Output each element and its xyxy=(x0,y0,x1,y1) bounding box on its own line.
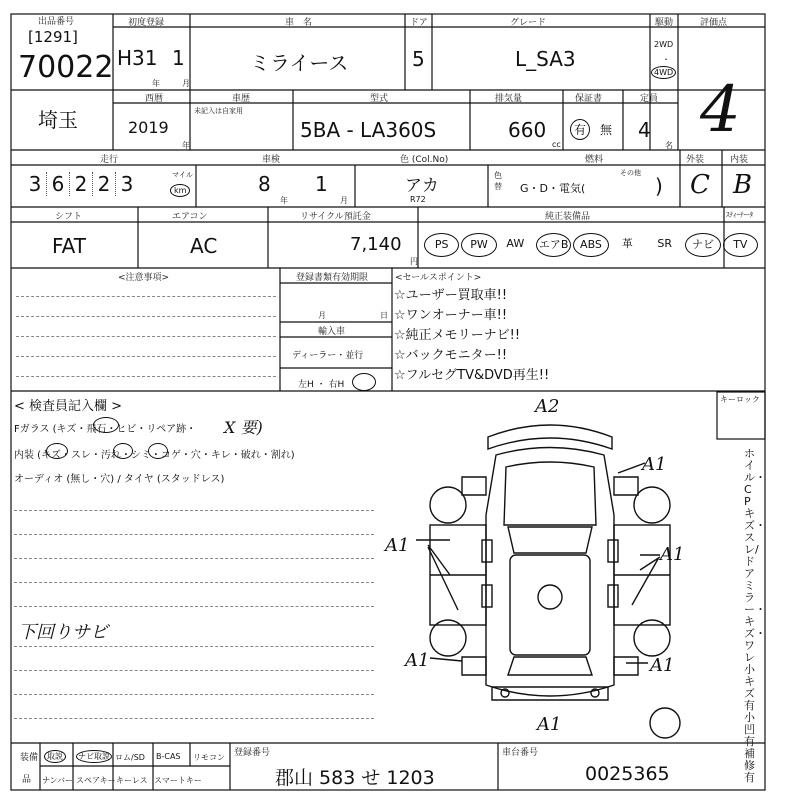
first-reg-month-unit: 月 xyxy=(182,79,190,88)
plate-value: 郡山 583 せ 1203 xyxy=(275,767,435,789)
displacement-value: 660 xyxy=(508,118,547,142)
first-reg-label: 初度登録 xyxy=(128,18,165,28)
tv-label: ｽﾃｨｰﾃｰ-ﾀ xyxy=(726,211,754,219)
first-reg-era-year: H31 xyxy=(117,46,158,70)
history-label: 車歴 xyxy=(232,94,251,104)
handle-right-circle xyxy=(352,373,376,391)
damage-mark: A1 xyxy=(385,535,410,556)
footer-label-1: 装備 xyxy=(20,753,39,763)
color-label: 色 (Col.No) xyxy=(400,155,449,165)
caution-label: <注意事項> xyxy=(118,273,170,283)
warranty-label: 保証書 xyxy=(575,94,603,104)
equipment-list xyxy=(424,233,760,259)
dealer-label: ディーラー・並行 xyxy=(292,351,364,361)
inspector-line-2: 内装 (キズ・スレ・汚れ・シミ・コゲ・穴・キレ・破れ・割れ) xyxy=(14,450,295,461)
mileage-unit-km: km xyxy=(170,184,190,197)
car-name: ミライース xyxy=(250,51,349,75)
handwritten-note: 下回りサビ xyxy=(18,622,108,643)
color-value: アカ xyxy=(405,176,439,196)
fuel-close: ) xyxy=(655,174,663,198)
key-lock-label: キーロック xyxy=(720,395,760,404)
equipment-item: 革 xyxy=(621,237,633,250)
sales-point: ☆純正メモリーナビ!! xyxy=(394,328,521,343)
plate-label: 登録番号 xyxy=(234,748,271,758)
equipment-item: SR xyxy=(657,237,672,250)
footer-item: ナンバー xyxy=(42,776,74,785)
auction-sheet: 出品番号 [1291] 70022 初度登録 H31 1 年 月 車 名 ミライース ドア 5 グレード L_SA3 駆動 2WD ・ 4WD 評価点 4 埼玉 西暦 2019 年 車歴 未記入は自家用 型式 5BA - LA360S 排気量 660 cc 保証書 有 無 定員 4 名 走行 車検 色 (Col.No) 燃料 外装 内装 3 6 2 2 3 マイル km 8 年 1 月 アカ R72 色替 G・D・電気( その他 ) C B シフト エアコン リサイクル預託金 純正装備品 ｽﾃｨｰﾃｰ-ﾀ FAT AC 7,140 円 PS PW AW エアB ABS 革 SR ナビ TV <注意事項> 登録書類有効期限 月 日 輸入車 ディーラー・並行 左H ・ 右H <セールスポイント> ☆ユーザー買取車!! ☆ワンオーナー車!! ☆純正メモリーナビ!! ☆バックモニター!! ☆フルセグTV&DVD再生!! < 検査員記入欄 > Fガラス (キズ・飛石・ヒビ・リペア跡・ X 要) 内装 (キズ・スレ・汚れ・シミ・コゲ・穴・キレ・破れ・割れ) オーディオ (無し・穴) / タイヤ (スタッドレス) 下回りサビ キーロック ホイル・CPキズ・スレ/ドアミラー・キズ・ワレ 小キズ有 小凹有 補修有 A2 A1 A1 A1 A1 A1 A1 装備 品 取説 ナビ取説 ロム/SD B-CAS リモコン ナンバー スペアキー キーレス スマートキー 登録番号 郡山 583 せ 1203 車台番号 0025365 xyxy=(0,0,800,800)
footer-item: スペアキー xyxy=(76,776,116,785)
mileage-digit: 6 xyxy=(47,172,70,196)
grade-value: L_SA3 xyxy=(515,47,576,71)
inspector-line-3: オーディオ (無し・穴) / タイヤ (スタッドレス) xyxy=(14,474,225,485)
reg-month: 月 xyxy=(318,311,326,320)
history-note: 未記入は自家用 xyxy=(194,107,243,115)
doors-value: 5 xyxy=(412,47,425,71)
sales-point: ☆フルセグTV&DVD再生!! xyxy=(394,368,550,383)
warranty-no: 無 xyxy=(600,123,613,137)
fuel-label: 燃料 xyxy=(585,155,604,165)
damage-mark: A1 xyxy=(537,714,562,735)
mileage-digit: 2 xyxy=(93,172,116,196)
doors-label: ドア xyxy=(410,18,428,28)
footer-item: B-CAS xyxy=(156,752,181,761)
footer-item: キーレス xyxy=(116,776,148,785)
capacity-value: 4 xyxy=(638,118,651,142)
footer-item: リモコン xyxy=(193,753,225,762)
sales-point: ☆バックモニター!! xyxy=(394,348,508,363)
side-note: ホイル・CPキズ・スレ/ドアミラー・キズ・ワレ 小キズ有 小凹有 補修有 xyxy=(744,447,766,784)
lot-number: 70022 xyxy=(18,50,114,85)
inspector-title: < 検査員記入欄 > xyxy=(14,399,123,414)
mileage-unit-mile: マイル xyxy=(172,171,193,179)
reg-day: 日 xyxy=(380,311,388,320)
equipment-item: ナビ xyxy=(685,233,720,257)
damage-mark: A1 xyxy=(642,454,667,475)
equipment-item: AW xyxy=(506,237,525,250)
inspection-label: 車検 xyxy=(262,155,281,165)
score-label: 評価点 xyxy=(700,18,728,28)
score-value: 4 xyxy=(700,73,741,147)
mileage-label: 走行 xyxy=(100,155,119,165)
sales-point: ☆ワンオーナー車!! xyxy=(394,308,508,323)
recycle-value: 7,140 xyxy=(350,234,402,255)
model-label: 型式 xyxy=(370,94,389,104)
chassis-label: 車台番号 xyxy=(502,748,539,758)
footer-label-2: 品 xyxy=(22,775,32,785)
mileage-digits xyxy=(24,172,138,196)
sales-point: ☆ユーザー買取車!! xyxy=(394,288,508,303)
mileage-digit: 3 xyxy=(120,172,134,196)
sales-points xyxy=(394,284,549,384)
equipment-item: PW xyxy=(461,233,496,257)
mileage-digit: 3 xyxy=(24,172,47,196)
interior-label: 内装 xyxy=(730,155,749,165)
drive-4wd: 4WD xyxy=(651,66,676,79)
inspector-line-1: Fガラス (キズ・飛石・ヒビ・リペア跡・ xyxy=(14,424,197,435)
equipment-item: PS xyxy=(424,233,459,257)
damage-mark: A1 xyxy=(660,544,685,565)
car-diagram xyxy=(400,395,700,740)
equipment-item: ABS xyxy=(573,233,608,257)
damage-mark: A1 xyxy=(405,650,430,671)
inspection-month-unit: 月 xyxy=(340,196,348,205)
color-code: R72 xyxy=(410,195,426,204)
mileage-digit: 2 xyxy=(70,172,93,196)
displacement-unit: cc xyxy=(552,140,561,149)
equipment-label: 純正装備品 xyxy=(545,212,591,222)
fuel-options: G・D・電気( xyxy=(520,182,586,195)
footer-item: ナビ取説 xyxy=(78,752,110,761)
damage-mark: A2 xyxy=(535,396,560,417)
grade-label: グレード xyxy=(510,18,547,28)
color-change-label: 色替 xyxy=(494,171,502,191)
year-value: 2019 xyxy=(128,118,169,137)
year-label: 西暦 xyxy=(145,94,164,104)
fuel-other: その他 xyxy=(620,169,641,177)
import-label: 輸入車 xyxy=(318,327,346,337)
shift-label: シフト xyxy=(55,212,83,222)
warranty-yes: 有 xyxy=(570,119,590,140)
interior-value: B xyxy=(733,170,753,200)
reg-expiry-label: 登録書類有効期限 xyxy=(296,273,369,283)
footer-item: 取説 xyxy=(44,750,66,763)
drive-label: 駆動 xyxy=(655,18,674,28)
displacement-label: 排気量 xyxy=(495,94,523,104)
recycle-label: リサイクル預託金 xyxy=(300,212,371,222)
capacity-unit: 名 xyxy=(665,141,673,150)
year-unit: 年 xyxy=(182,141,190,150)
shift-value: FAT xyxy=(52,234,87,258)
exterior-label: 外装 xyxy=(686,155,705,165)
exterior-value: C xyxy=(690,170,710,200)
location: 埼玉 xyxy=(38,108,78,132)
equipment-item: TV xyxy=(723,233,758,257)
damage-mark: A1 xyxy=(650,655,675,676)
inspection-month: 1 xyxy=(315,172,328,196)
footer-item: ロム/SD xyxy=(115,753,145,762)
aircon-label: エアコン xyxy=(172,212,208,222)
first-reg-month: 1 xyxy=(172,46,185,70)
lot-label: 出品番号 xyxy=(38,17,75,27)
drive-2wd: 2WD xyxy=(654,40,674,49)
inspector-line-1-mark: X 要) xyxy=(224,418,263,437)
lot-prefix: [1291] xyxy=(28,28,78,46)
inspection-year-unit: 年 xyxy=(280,196,288,205)
handle-label: 左H ・ 右H xyxy=(298,380,345,390)
aircon-value: AC xyxy=(190,234,218,258)
footer-item: スマートキー xyxy=(154,776,202,785)
model-value: 5BA - LA360S xyxy=(300,118,437,142)
sales-label: <セールスポイント> xyxy=(395,273,482,283)
recycle-unit: 円 xyxy=(410,257,418,266)
capacity-label: 定員 xyxy=(640,94,659,104)
first-reg-year-unit: 年 xyxy=(152,79,160,88)
inspection-year: 8 xyxy=(258,172,271,196)
chassis-value: 0025365 xyxy=(585,763,670,785)
equipment-item: エアB xyxy=(536,233,571,257)
car-name-label: 車 名 xyxy=(285,18,313,28)
